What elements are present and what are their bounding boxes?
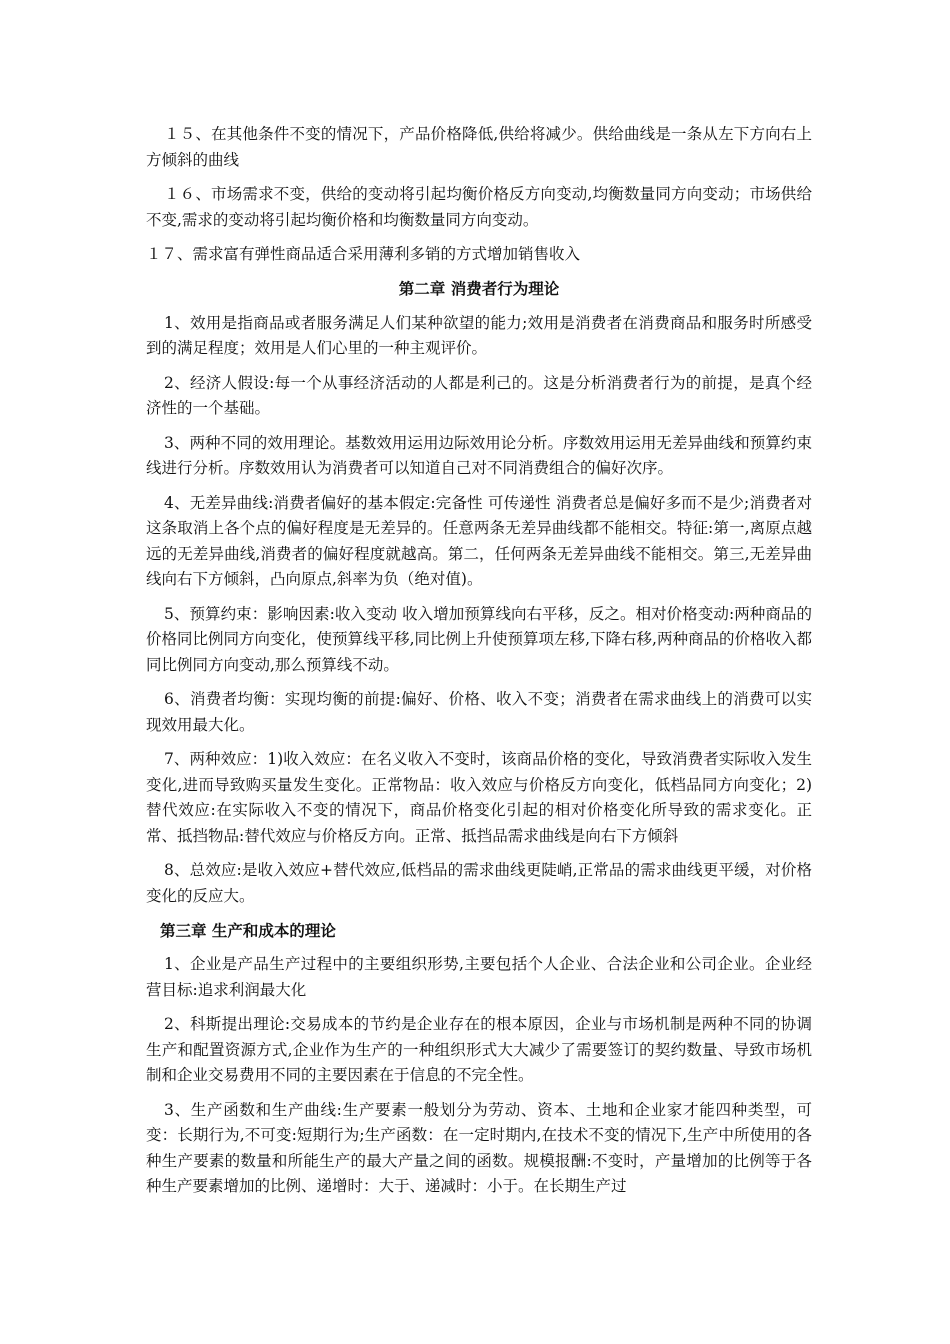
chapter-2-item-5: 5、预算约束：影响因素:收入变动 收入增加预算线向右平移，反之。相对价格变动:两种商品的价格同比例同方向变化，使预算线平移,同比例上升使预算项左移,下降右移,两种商品的价格收入都同比例同方向变动,那么预算线不动。 (146, 604, 812, 674)
chapter-2-item-2: 2、经济人假设:每一个从事经济活动的人都是利己的。这是分析消费者行为的前提，是真个经济性的一个基础。 (146, 373, 812, 417)
paragraph-16: １６、市场需求不变，供给的变动将引起均衡价格反方向变动,均衡数量同方向变动；市场供给不变,需求的变动将引起均衡价格和均衡数量同方向变动。 (146, 185, 812, 229)
chapter-2-item-6: 6、消费者均衡：实现均衡的前提:偏好、价格、收入不变；消费者在需求曲线上的消费可以实现效用最大化。 (146, 690, 812, 734)
chapter-3-title: 第三章 生产和成本的理论 (160, 921, 336, 940)
chapter-3-item-1: 1、企业是产品生产过程中的主要组织形势,主要包括个人企业、合法企业和公司企业。企业经营目标:追求利润最大化 (146, 955, 812, 999)
chapter-2-item-1: 1、效用是指商品或者服务满足人们某种欲望的能力;效用是消费者在消费商品和服务时所感受到的满足程度；效用是人们心里的一种主观评价。 (146, 313, 812, 357)
chapter-2-item-4: 4、无差异曲线:消费者偏好的基本假定:完备性 可传递性 消费者总是偏好多而不是少;消费者对这条取消上各个点的偏好程度是无差异的。任意两条无差异曲线都不能相交。特征:第一,离原点越远的无差异曲线,消费者的偏好程度就越高。第二，任何两条无差异曲线不能相交。第三,无差异曲线向右下方倾斜，凸向原点,斜率为负（绝对值)。 (146, 493, 812, 588)
chapter-2-title: 第二章 消费者行为理论 (398, 279, 560, 298)
chapter-2-item-7: 7、两种效应：1)收入效应：在名义收入不变时，该商品价格的变化，导致消费者实际收入发生变化,进而导致购买量发生变化。正常物品：收入效应与价格反方向变化，低档品同方向变化；2)替代效应:在实际收入不变的情况下，商品价格变化引起的相对价格变化所导致的需求变化。正常、抵挡物品:替代效应与价格反方向。正常、抵挡品需求曲线是向右下方倾斜 (146, 750, 812, 845)
document-page (146, 122, 812, 1209)
chapter-3-item-3: 3、生产函数和生产曲线:生产要素一般划分为劳动、资本、土地和企业家才能四种类型，可变：长期行为,不可变:短期行为;生产函数：在一定时期内,在技术不变的情况下,生产中所使用的各种生产要素的数量和所能生产的最大产量之间的函数。规模报酬:不变时，产量增加的比例等于各种生产要素增加的比例、递增时：大于、递减时：小于。在长期生产过 (146, 1100, 812, 1195)
chapter-2-item-8: 8、总效应:是收入效应+替代效应,低档品的需求曲线更陡峭,正常品的需求曲线更平缓，对价格变化的反应大。 (146, 861, 812, 905)
paragraph-17: １７、需求富有弹性商品适合采用薄利多销的方式增加销售收入 (146, 245, 581, 263)
chapter-2-item-3: 3、两种不同的效用理论。基数效用运用边际效用论分析。序数效用运用无差异曲线和预算约束线进行分析。序数效用认为消费者可以知道自己对不同消费组合的偏好次序。 (146, 433, 812, 477)
chapter-3-item-2: 2、科斯提出理论:交易成本的节约是企业存在的根本原因，企业与市场机制是两种不同的协调生产和配置资源方式,企业作为生产的一种组织形式大大减少了需要签订的契约数量、导致市场机制和企业交易费用不同的主要因素在于信息的不完全性。 (146, 1015, 812, 1084)
paragraph-15: １５、在其他条件不变的情况下，产品价格降低,供给将减少。供给曲线是一条从左下方向右上方倾斜的曲线 (146, 125, 812, 169)
